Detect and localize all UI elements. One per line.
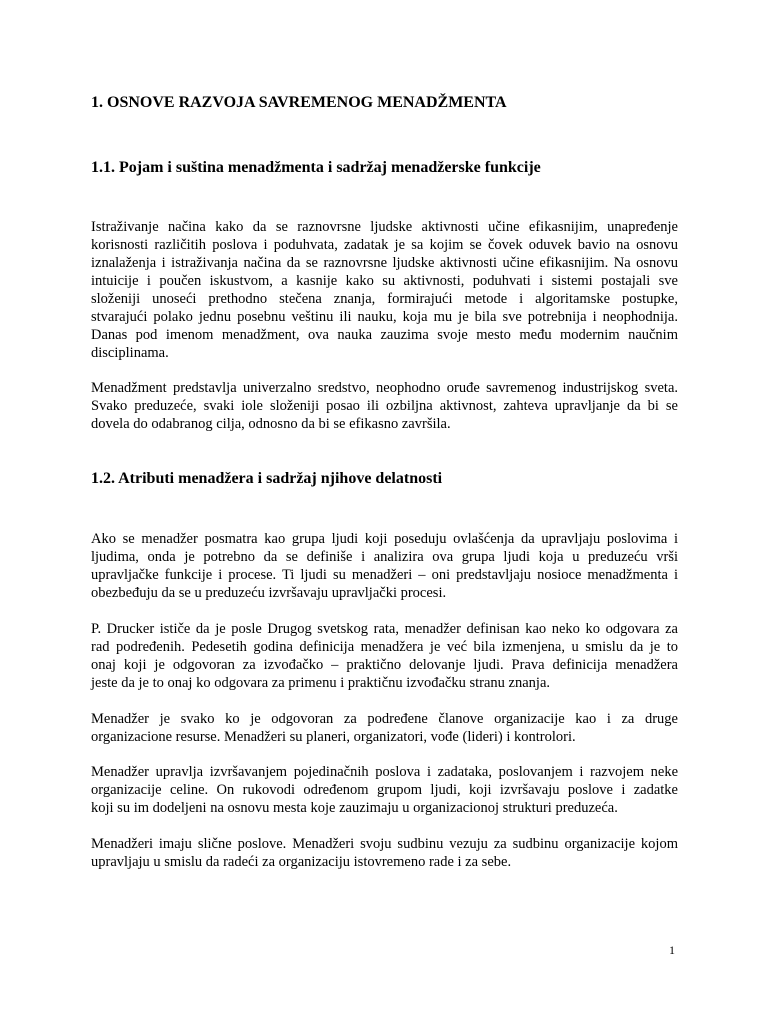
text-line: P. Drucker ističe da je posle Drugog svetskog rata, menadžer definisan kao neko ko odgovara za: [91, 621, 678, 637]
text-line: Danas pod imenom menadžment, ova nauka zauzima svoje mesto među modernim naučnim: [91, 327, 678, 343]
text-line: upravljaju u smislu da radeći za organizaciju istovremeno rade i za sebe.: [91, 854, 512, 870]
section-2-paragraph-2: [91, 620, 678, 692]
section-1-title: 1.1. Pojam i suština menadžmenta i sadržaj menadžerske funkcije: [91, 159, 541, 176]
text-line: koji su im dodeljeni na osnovu mesta koje zauzimaju u organizacionoj strukturi preduzeća.: [91, 800, 618, 816]
text-line: jeste da je to onaj ko odgovara za primenu i praktičnu izvođačku stranu znanja.: [91, 675, 551, 691]
text-line: upravljačke funkcije i procese. Ti ljudi su menadžeri – oni predstavljaju nosioce menadžmenta i: [91, 567, 678, 583]
text-line: Istraživanje načina kako da se raznovrsne ljudske aktivnosti učine efikasnijim, unapređenje: [91, 219, 678, 235]
text-line: disciplinama.: [91, 345, 169, 361]
text-line: rad podređenih. Pedesetih godina definicija menadžera je već bila izmenjena, u smislu da je to: [91, 639, 678, 655]
text-line: Menadžer je svako ko je odgovoran za podređene članove organizacije kao i za druge: [91, 711, 678, 727]
chapter-heading: 1. OSNOVE RAZVOJA SAVREMENOG MENADŽMENTA: [91, 94, 507, 111]
text-line: Ako se menadžer posmatra kao grupa ljudi koji poseduju ovlašćenja da upravljaju poslovima i: [91, 531, 678, 547]
text-line: organizacije celine. On rukovodi određenom grupom ljudi, koji izvršavaju poslove i zadatke: [91, 782, 678, 798]
text-line: ljudima, onda je potrebno da se definiše i analizira ova grupa ljudi koja u preduzeću vrši: [91, 549, 678, 565]
section-2-paragraph-3: [91, 710, 678, 746]
section-1-paragraph-1: [91, 218, 678, 362]
text-line: Svako preduzeće, svaki iole složeniji posao ili ozbiljna aktivnost, zahteva upravljanje da bi se: [91, 398, 678, 414]
text-line: Menadžer upravlja izvršavanjem pojedinačnih poslova i zadataka, poslovanjem i razvojem neke: [91, 764, 678, 780]
text-line: intuicije i poučen iskustvom, a kasnije kako su aktivnosti, poduhvati i sistemi postajali sve: [91, 273, 678, 289]
page-number: 1: [669, 943, 675, 957]
section-2-paragraph-5: [91, 835, 678, 871]
text-line: Menadžment predstavlja univerzalno sredstvo, neophodno oruđe savremenog industrijskog sveta.: [91, 380, 678, 396]
section-1-paragraph-2: [91, 379, 678, 433]
text-line: dovela do odabranog cilja, odnosno da bi se efikasno završila.: [91, 416, 451, 432]
text-line: korisnosti različitih poslova i poduhvata, zadatak je sa kojim se čovek oduvek bavio na osnovu: [91, 237, 678, 253]
section-2-paragraph-4: [91, 763, 678, 817]
text-line: obezbeđuju da se u preduzeću izvršavaju upravljački procesi.: [91, 585, 447, 601]
text-line: stvarajući polako jednu posebnu veštinu ili nauku, koja mu je bila sve potrebnija i neophodnija.: [91, 309, 678, 325]
section-2-title: 1.2. Atributi menadžera i sadržaj njihove delatnosti: [91, 470, 443, 487]
text-line: iznalaženja i istraživanja načina da se raznovrsne ljudske aktivnosti učine efikasnijim. Na osnovu: [91, 255, 678, 271]
section-2-paragraph-1: [91, 530, 678, 602]
text-line: onaj koji je odgovoran za izvođačko – praktično delovanje ljudi. Prava definicija menadžera: [91, 657, 678, 673]
text-line: Menadžeri imaju slične poslove. Menadžeri svoju sudbinu vezuju za sudbinu organizacije kojom: [91, 836, 678, 852]
text-line: složeniji unoseći prethodno stečena znanja, formirajući metode i algoritamske postupke,: [91, 291, 678, 307]
text-line: organizacione resurse. Menadžeri su planeri, organizatori, vođe (lideri) i kontrolori.: [91, 729, 576, 745]
